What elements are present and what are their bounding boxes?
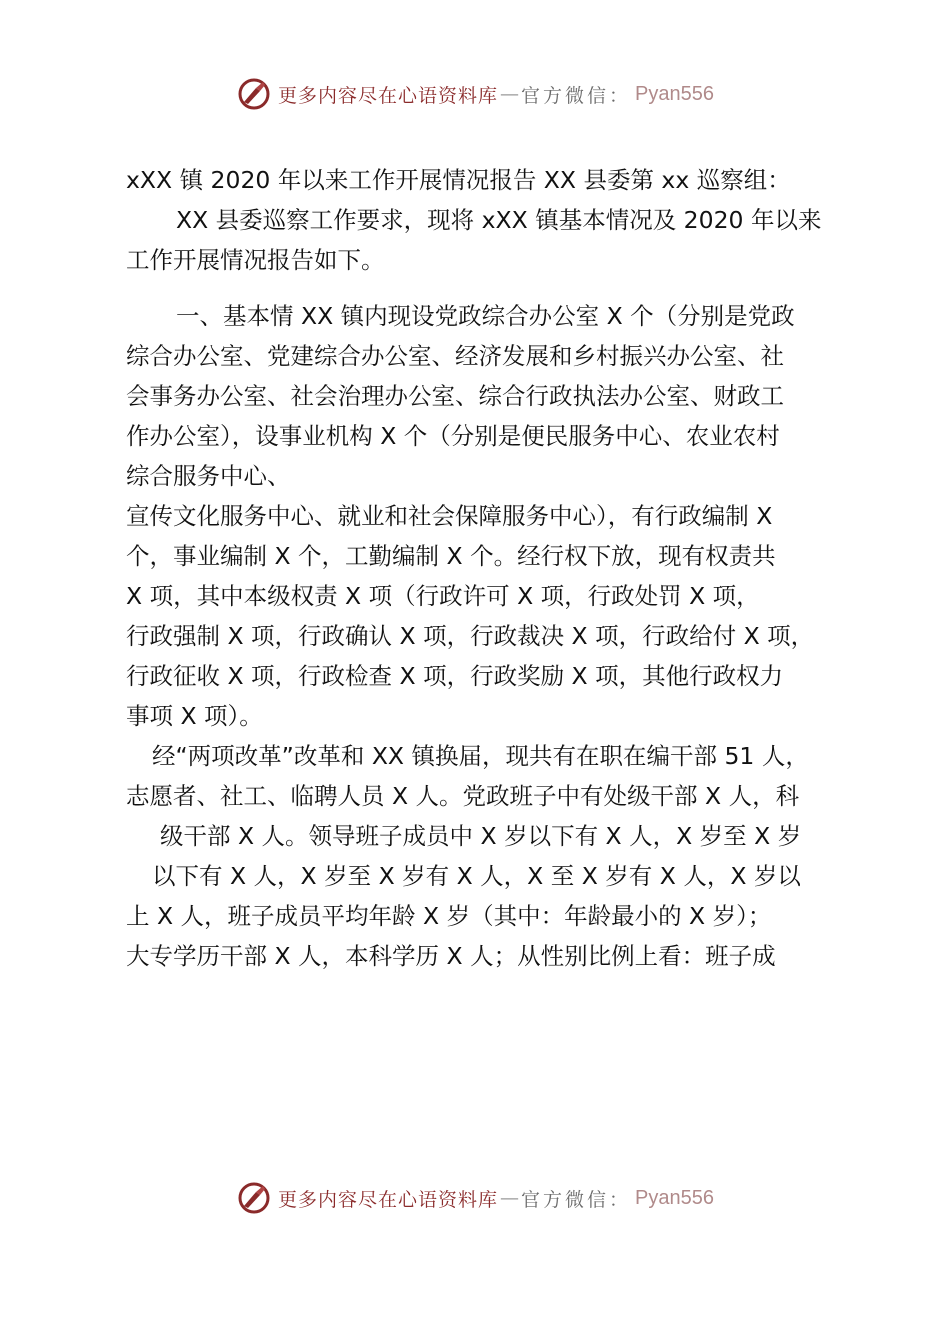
text-line: 作办公室），设事业机构 X 个（分别是便民服务中心、农业农村 xyxy=(126,422,780,450)
document-body xyxy=(126,160,846,976)
watermark-text: 更多内容尽在心语资料库 xyxy=(278,1188,499,1211)
watermark-label: 官方微信： xyxy=(521,1188,632,1211)
text-line: 行政强制 X 项，行政确认 X 项，行政裁决 X 项，行政给付 X 项， xyxy=(126,622,815,650)
text-line: 综合服务中心、 xyxy=(126,462,291,490)
text-line: 会事务办公室、社会治理办公室、综合行政执法办公室、财政工 xyxy=(126,382,784,410)
text-line: 事项 X 项）。 xyxy=(126,702,263,730)
text-line: 以下有 X 人，X 岁至 X 岁有 X 人，X 至 X 岁有 X 人，X 岁以 xyxy=(152,862,801,890)
paragraph-start-line: 经“两项改革”改革和 XX 镇换届，现共有在职在编干部 51 人， xyxy=(152,742,809,770)
watermark-banner-bottom xyxy=(0,1176,950,1220)
text-line: 宣传文化服务中心、就业和社会保障服务中心），有行政编制 X xyxy=(126,502,773,530)
text-line: 上 X 人，班子成员平均年龄 X 岁（其中：年龄最小的 X 岁）； xyxy=(126,902,772,930)
watermark-separator: — xyxy=(500,83,520,105)
text-line: 志愿者、社工、临聘人员 X 人。党政班子中有处级干部 X 人，科 xyxy=(126,782,800,810)
section-heading-line: 一、基本情 XX 镇内现设党政综合办公室 X 个（分别是党政 xyxy=(176,302,795,330)
watermark-wechat-id: Pyan556 xyxy=(635,82,714,105)
text-line: 级干部 X 人。领导班子成员中 X 岁以下有 X 人，X 岁至 X 岁 xyxy=(160,822,802,850)
text-line: 大专学历干部 X 人，本科学历 X 人；从性别比例上看：班子成 xyxy=(126,942,776,970)
text-line: 综合办公室、党建综合办公室、经济发展和乡村振兴办公室、社 xyxy=(126,342,784,370)
text-line: X 项，其中本级权责 X 项（行政许可 X 项，行政处罚 X 项， xyxy=(126,582,760,610)
text-line: 行政征收 X 项，行政检查 X 项，行政奖励 X 项，其他行政权力 xyxy=(126,662,784,690)
text-line: 个，事业编制 X 个，工勤编制 X 个。经行权下放，现有权责共 xyxy=(126,542,776,570)
brush-logo-icon xyxy=(236,76,272,112)
watermark-text: 更多内容尽在心语资料库 xyxy=(278,84,499,107)
brush-logo-icon xyxy=(236,1180,272,1216)
watermark-label: 官方微信： xyxy=(521,84,632,107)
watermark-wechat-id: Pyan556 xyxy=(635,1186,714,1209)
report-title-line: xXX 镇 2020 年以来工作开展情况报告 XX 县委第 xx 巡察组： xyxy=(126,166,791,194)
watermark-separator: — xyxy=(500,1187,520,1209)
text-line: XX 县委巡察工作要求，现将 xXX 镇基本情况及 2020 年以来 xyxy=(176,206,822,234)
text-line: 工作开展情况报告如下。 xyxy=(126,246,385,274)
watermark-banner-top xyxy=(0,72,950,116)
